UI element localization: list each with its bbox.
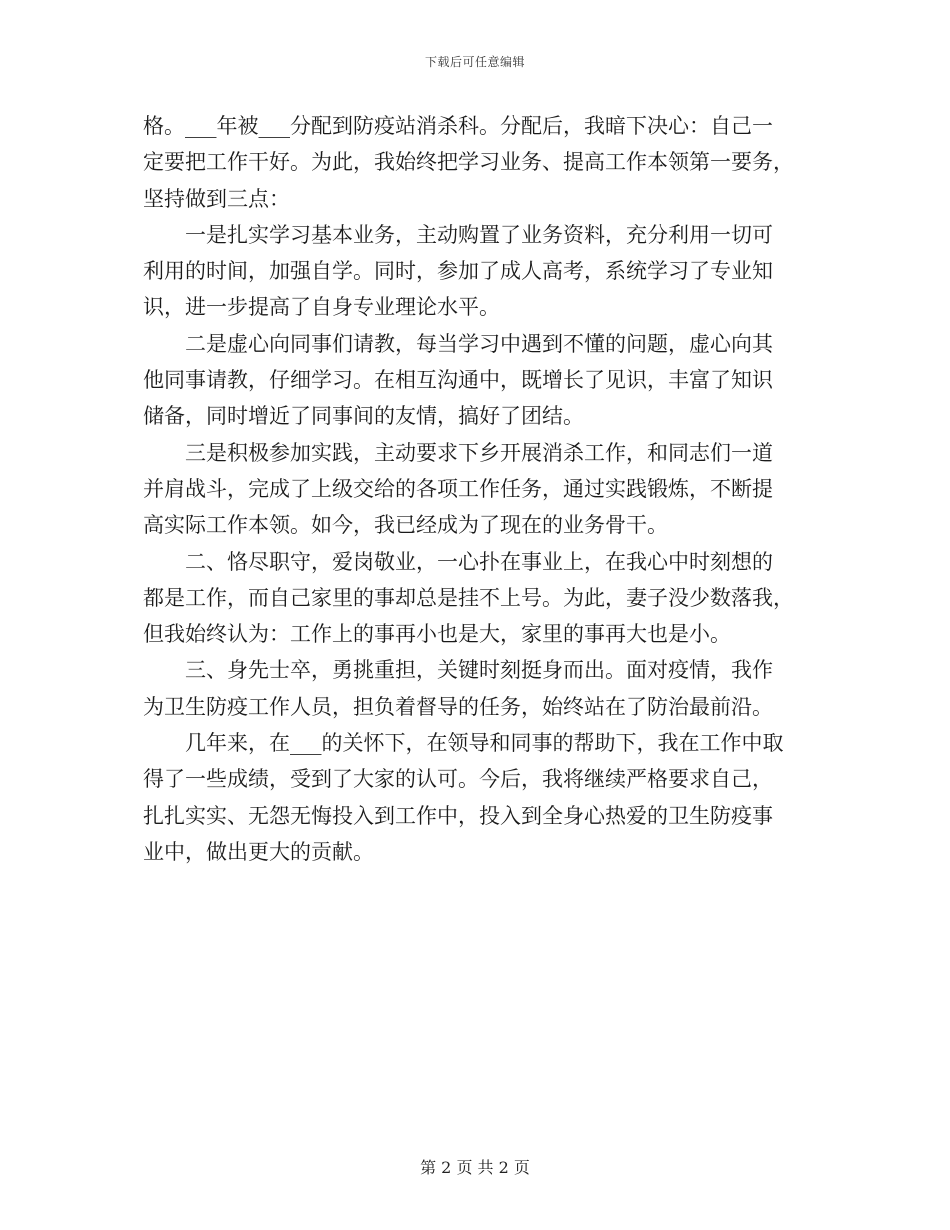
text-line: 为卫生防疫工作人员，担负着督导的任务，始终站在了防治最前沿。 — [143, 694, 773, 719]
text-line: 扎扎实实、无怨无悔投入到工作中，投入到全身心热爱的卫生防疫事 — [143, 803, 773, 828]
text-line: 三是积极参加实践，主动要求下乡开展消杀工作，和同志们一道 — [143, 440, 773, 465]
text-line: 他同事请教，仔细学习。在相互沟通中，既增长了见识，丰富了知识 — [143, 368, 773, 393]
text-line: 但我始终认为：工作上的事再小也是大，家里的事再大也是小。 — [143, 622, 731, 647]
text-line: 高实际工作本领。如今，我已经成为了现在的业务骨干。 — [143, 513, 668, 538]
text-line: 定要把工作干好。为此，我始终把学习业务、提高工作本领第一要务， — [143, 150, 794, 175]
text-line: 储备，同时增近了同事间的友情，搞好了团结。 — [143, 404, 584, 429]
text-line: 三、身先士卒，勇挑重担，关键时刻挺身而出。面对疫情，我作 — [143, 658, 773, 683]
document-body — [143, 108, 808, 870]
page-header: 下载后可任意编辑 — [424, 55, 525, 69]
text-line: 格。___年被___分配到防疫站消杀科。分配后，我暗下决心：自己一 — [143, 114, 773, 138]
text-line: 坚持做到三点： — [143, 186, 290, 211]
page-number-footer: 第 2 页 共 2 页 — [420, 1158, 530, 1177]
text-line: 业中，做出更大的贡献。 — [143, 839, 374, 864]
text-line: 利用的时间，加强自学。同时，参加了成人高考，系统学习了专业知 — [143, 259, 773, 284]
text-line: 二是虚心向同事们请教，每当学习中遇到不懂的问题，虚心向其 — [143, 331, 773, 356]
text-line: 二、恪尽职守，爱岗敬业，一心扑在事业上，在我心中时刻想的 — [143, 549, 773, 574]
text-line: 几年来，在___的关怀下，在领导和同事的帮助下，我在工作中取 — [143, 731, 784, 756]
text-line: 一是扎实学习基本业务，主动购置了业务资料，充分利用一切可 — [143, 222, 773, 247]
text-line: 识，进一步提高了自身专业理论水平。 — [143, 295, 500, 320]
text-line: 得了一些成绩，受到了大家的认可。今后，我将继续严格要求自己， — [143, 767, 773, 792]
text-line: 都是工作，而自己家里的事却总是挂不上号。为此，妻子没少数落我， — [143, 585, 794, 610]
text-line: 并肩战斗，完成了上级交给的各项工作任务，通过实践锻炼，不断提 — [143, 476, 773, 501]
